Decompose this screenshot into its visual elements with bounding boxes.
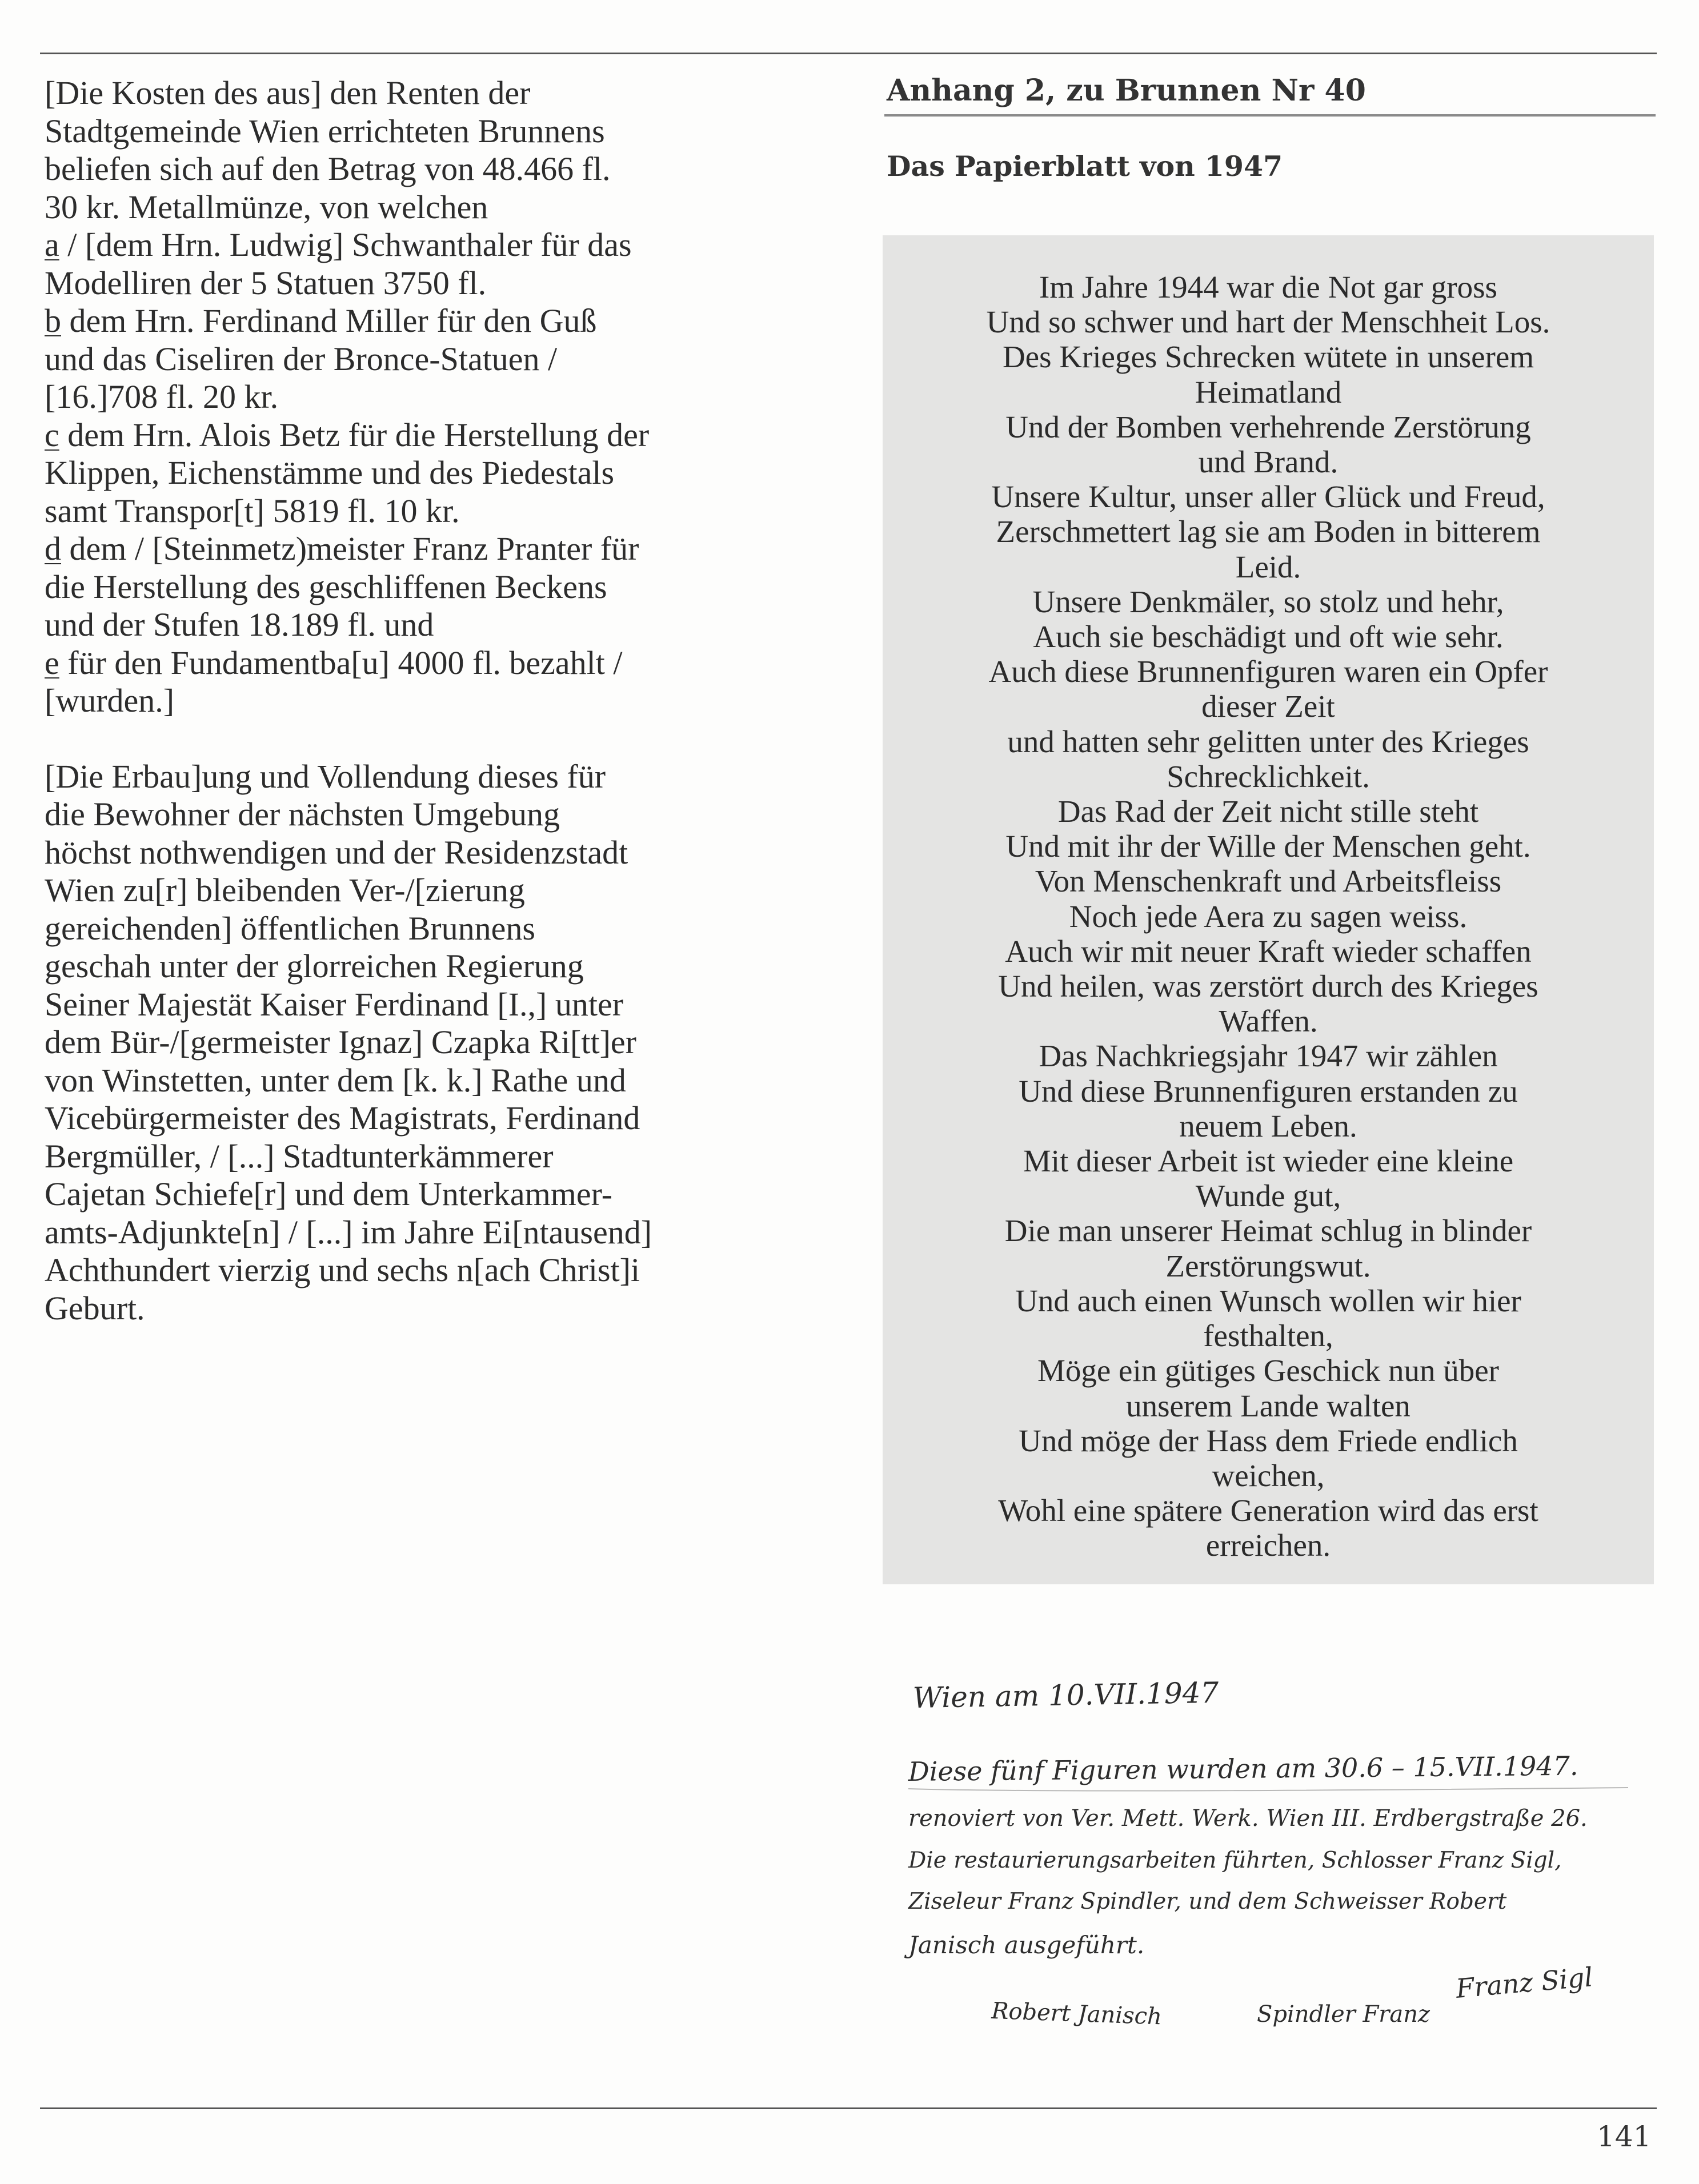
text-line bbox=[45, 530, 822, 568]
poem-line: festhalten, bbox=[1203, 1318, 1333, 1354]
text-line: und der Stufen 18.189 fl. und bbox=[45, 606, 434, 643]
poem-line: Und heilen, was zerstört durch des Krieges bbox=[998, 969, 1538, 1004]
poem-line: dieser Zeit bbox=[1201, 689, 1335, 724]
text-line bbox=[45, 226, 822, 264]
text-line: [Die Erbau]ung und Vollendung dieses für bbox=[45, 757, 606, 795]
text-line: Klippen, Eichenstämme und des Piedestals bbox=[45, 454, 615, 491]
text-line: [Die Kosten des aus] den Renten der bbox=[45, 74, 531, 111]
poem-line: Zerstörungswut. bbox=[1165, 1248, 1371, 1283]
poem-line: Im Jahre 1944 war die Not gar gross bbox=[1039, 270, 1497, 304]
handwritten-note bbox=[891, 1656, 1657, 2067]
poem-line: Die man unserer Heimat schlug in blinder bbox=[1004, 1213, 1532, 1248]
text-line bbox=[45, 416, 822, 455]
poem-line: Möge ein gütiges Geschick nun über bbox=[1037, 1353, 1499, 1388]
svg-text:Robert Janisch: Robert Janisch bbox=[991, 1998, 1163, 2030]
text-line bbox=[45, 644, 822, 682]
text-line: von Winstetten, unter dem [k. k.] Rathe und bbox=[45, 1061, 626, 1099]
svg-text:renoviert von Ver. Mett. Werk.: renoviert von Ver. Mett. Werk. Wien III. Erdbergstraße 26. bbox=[908, 1805, 1588, 1832]
poem-line: Wunde gut, bbox=[1195, 1178, 1341, 1214]
text-line: Vicebürgermeister des Magistrats, Ferdinand bbox=[45, 1099, 640, 1137]
poem-line: Heimatland bbox=[1195, 374, 1342, 410]
poem-line: Unsere Denkmäler, so stolz und hehr, bbox=[1032, 584, 1504, 619]
poem-line: und Brand. bbox=[1198, 444, 1339, 480]
poem-line: Und möge der Hass dem Friede endlich bbox=[1019, 1423, 1518, 1458]
svg-text:Spindler Franz: Spindler Franz bbox=[1257, 2001, 1430, 2028]
poem-line: Das Nachkriegsjahr 1947 wir zählen bbox=[1039, 1038, 1498, 1074]
poem-line: erreichen. bbox=[1205, 1528, 1331, 1563]
text-line: beliefen sich auf den Betrag von 48.466 fl. bbox=[45, 150, 611, 187]
poem-line: unserem Lande walten bbox=[1126, 1388, 1411, 1423]
svg-text:Wien am 10.VII.1947: Wien am 10.VII.1947 bbox=[912, 1676, 1219, 1715]
text-line: Bergmüller, / [...] Stadtunterkämmerer bbox=[45, 1137, 554, 1175]
poem-line: und hatten sehr gelitten unter des Krieges bbox=[1007, 724, 1529, 759]
text-line: höchst nothwendigen und der Residenzstadt bbox=[45, 833, 628, 871]
poem-line: Und mit ihr der Wille der Menschen geht. bbox=[1005, 829, 1531, 864]
item-marker-a: a bbox=[45, 226, 59, 263]
text-line: die Herstellung des geschliffenen Beckens bbox=[45, 568, 607, 605]
text-line: dem Bür-/[germeister Ignaz] Czapka Ri[tt]er bbox=[45, 1023, 636, 1061]
heading-rule bbox=[884, 114, 1656, 117]
poem-line: Des Krieges Schrecken wütete in unserem bbox=[1002, 339, 1534, 375]
text-line: geschah unter der glorreichen Regierung bbox=[45, 948, 584, 985]
text-line: gereichenden] öffentlichen Brunnens bbox=[45, 909, 535, 947]
poem-line: Unsere Kultur, unser aller Glück und Freud, bbox=[991, 479, 1545, 515]
poem-line: Und diese Brunnenfiguren erstanden zu bbox=[1019, 1073, 1518, 1109]
text-segment: dem / [Steinmetz)meister Franz Pranter für bbox=[61, 530, 639, 567]
svg-text:Ziseleur Franz Spindler, und d: Ziseleur Franz Spindler, und dem Schweisser Robert bbox=[908, 1889, 1507, 1914]
poem-line: Waffen. bbox=[1219, 1003, 1318, 1039]
poem-line: Mit dieser Arbeit ist wieder eine kleine bbox=[1023, 1143, 1514, 1179]
poem-line: Zerschmettert lag sie am Boden in bitterem bbox=[996, 514, 1541, 549]
text-segment: dem Hrn. Alois Betz für die Herstellung der bbox=[59, 416, 650, 453]
handwriting-image bbox=[891, 1656, 1657, 2067]
text-line: samt Transpor[t] 5819 fl. 10 kr. bbox=[45, 492, 460, 529]
poem-line: Auch wir mit neuer Kraft wieder schaffen bbox=[1005, 933, 1532, 969]
item-marker-c: c bbox=[45, 416, 59, 453]
svg-text:Franz Sigl: Franz Sigl bbox=[1454, 1961, 1594, 2004]
poem-line: Auch sie beschädigt und oft wie sehr. bbox=[1033, 619, 1504, 655]
text-line: [wurden.] bbox=[45, 682, 175, 719]
text-line: Cajetan Schiefe[r] und dem Unterkammer- bbox=[45, 1175, 613, 1213]
appendix-heading: Anhang 2, zu Brunnen Nr 40 bbox=[887, 73, 1366, 108]
item-marker-d: d bbox=[45, 530, 61, 567]
text-line: [16.]708 fl. 20 kr. bbox=[45, 378, 279, 415]
text-line: Achthundert vierzig und sechs n[ach Christ]i bbox=[45, 1251, 640, 1288]
text-line: Modelliren der 5 Statuen 3750 fl. bbox=[45, 264, 487, 302]
poem-text bbox=[883, 270, 1654, 1563]
text-line: und das Ciseliren der Bronce-Statuen / bbox=[45, 340, 558, 378]
poem-line: Und auch einen Wunsch wollen wir hier bbox=[1015, 1283, 1521, 1318]
poem-line: weichen, bbox=[1212, 1458, 1325, 1493]
text-line: Stadtgemeinde Wien errichteten Brunnens bbox=[45, 112, 605, 150]
poem-line: Von Menschenkraft und Arbeitsfleiss bbox=[1035, 864, 1502, 899]
poem-line: Auch diese Brunnenfiguren waren ein Opfer bbox=[988, 654, 1548, 689]
text-line: amts-Adjunkte[n] / [...] im Jahre Ei[ntausend] bbox=[45, 1213, 652, 1251]
poem-line: Und so schwer und hart der Menschheit Los. bbox=[986, 304, 1550, 340]
text-line: Seiner Majestät Kaiser Ferdinand [I.,] unter bbox=[45, 985, 624, 1023]
poem-line: Wohl eine spätere Generation wird das erst bbox=[998, 1493, 1538, 1528]
text-segment: dem Hrn. Ferdinand Miller für den Guß bbox=[61, 302, 597, 339]
poem-line: Das Rad der Zeit nicht stille steht bbox=[1057, 794, 1479, 829]
svg-text:Janisch ausgeführt.: Janisch ausgeführt. bbox=[908, 1931, 1145, 1959]
svg-text:Diese fünf Figuren wurden am 3: Diese fünf Figuren wurden am 30.6 – 15.VII.1947. bbox=[908, 1750, 1578, 1787]
text-line bbox=[45, 302, 822, 340]
text-line: 30 kr. Metallmünze, von welchen bbox=[45, 188, 488, 226]
poem-line: Schrecklichkeit. bbox=[1167, 758, 1370, 794]
poem-line: Leid. bbox=[1235, 549, 1301, 584]
svg-text:Die restaurierungsarbeiten füh: Die restaurierungsarbeiten führten, Schlosser Franz Sigl, bbox=[908, 1848, 1562, 1873]
text-line: die Bewohner der nächsten Umgebung bbox=[45, 796, 560, 833]
poem-box bbox=[883, 235, 1654, 1584]
page-number: 141 bbox=[1597, 2120, 1652, 2153]
poem-line: neuem Leben. bbox=[1179, 1108, 1357, 1143]
paragraph-spacer bbox=[45, 720, 822, 758]
top-rule bbox=[40, 53, 1657, 54]
bottom-rule bbox=[40, 2107, 1657, 2109]
section-subheading: Das Papierblatt von 1947 bbox=[887, 150, 1283, 183]
text-segment: für den Fundamentba[u] 4000 fl. bezahlt / bbox=[59, 644, 623, 681]
poem-line: Und der Bomben verhehrende Zerstörung bbox=[1005, 409, 1531, 444]
text-line: Geburt. bbox=[45, 1289, 145, 1327]
item-marker-b: b bbox=[45, 302, 61, 339]
text-segment: / [dem Hrn. Ludwig] Schwanthaler für das bbox=[67, 226, 632, 263]
text-line: Wien zu[r] bleibenden Ver-/[zierung bbox=[45, 872, 525, 909]
left-column bbox=[45, 74, 822, 1327]
item-marker-e: e bbox=[45, 644, 59, 681]
poem-line: Noch jede Aera zu sagen weiss. bbox=[1069, 898, 1468, 934]
